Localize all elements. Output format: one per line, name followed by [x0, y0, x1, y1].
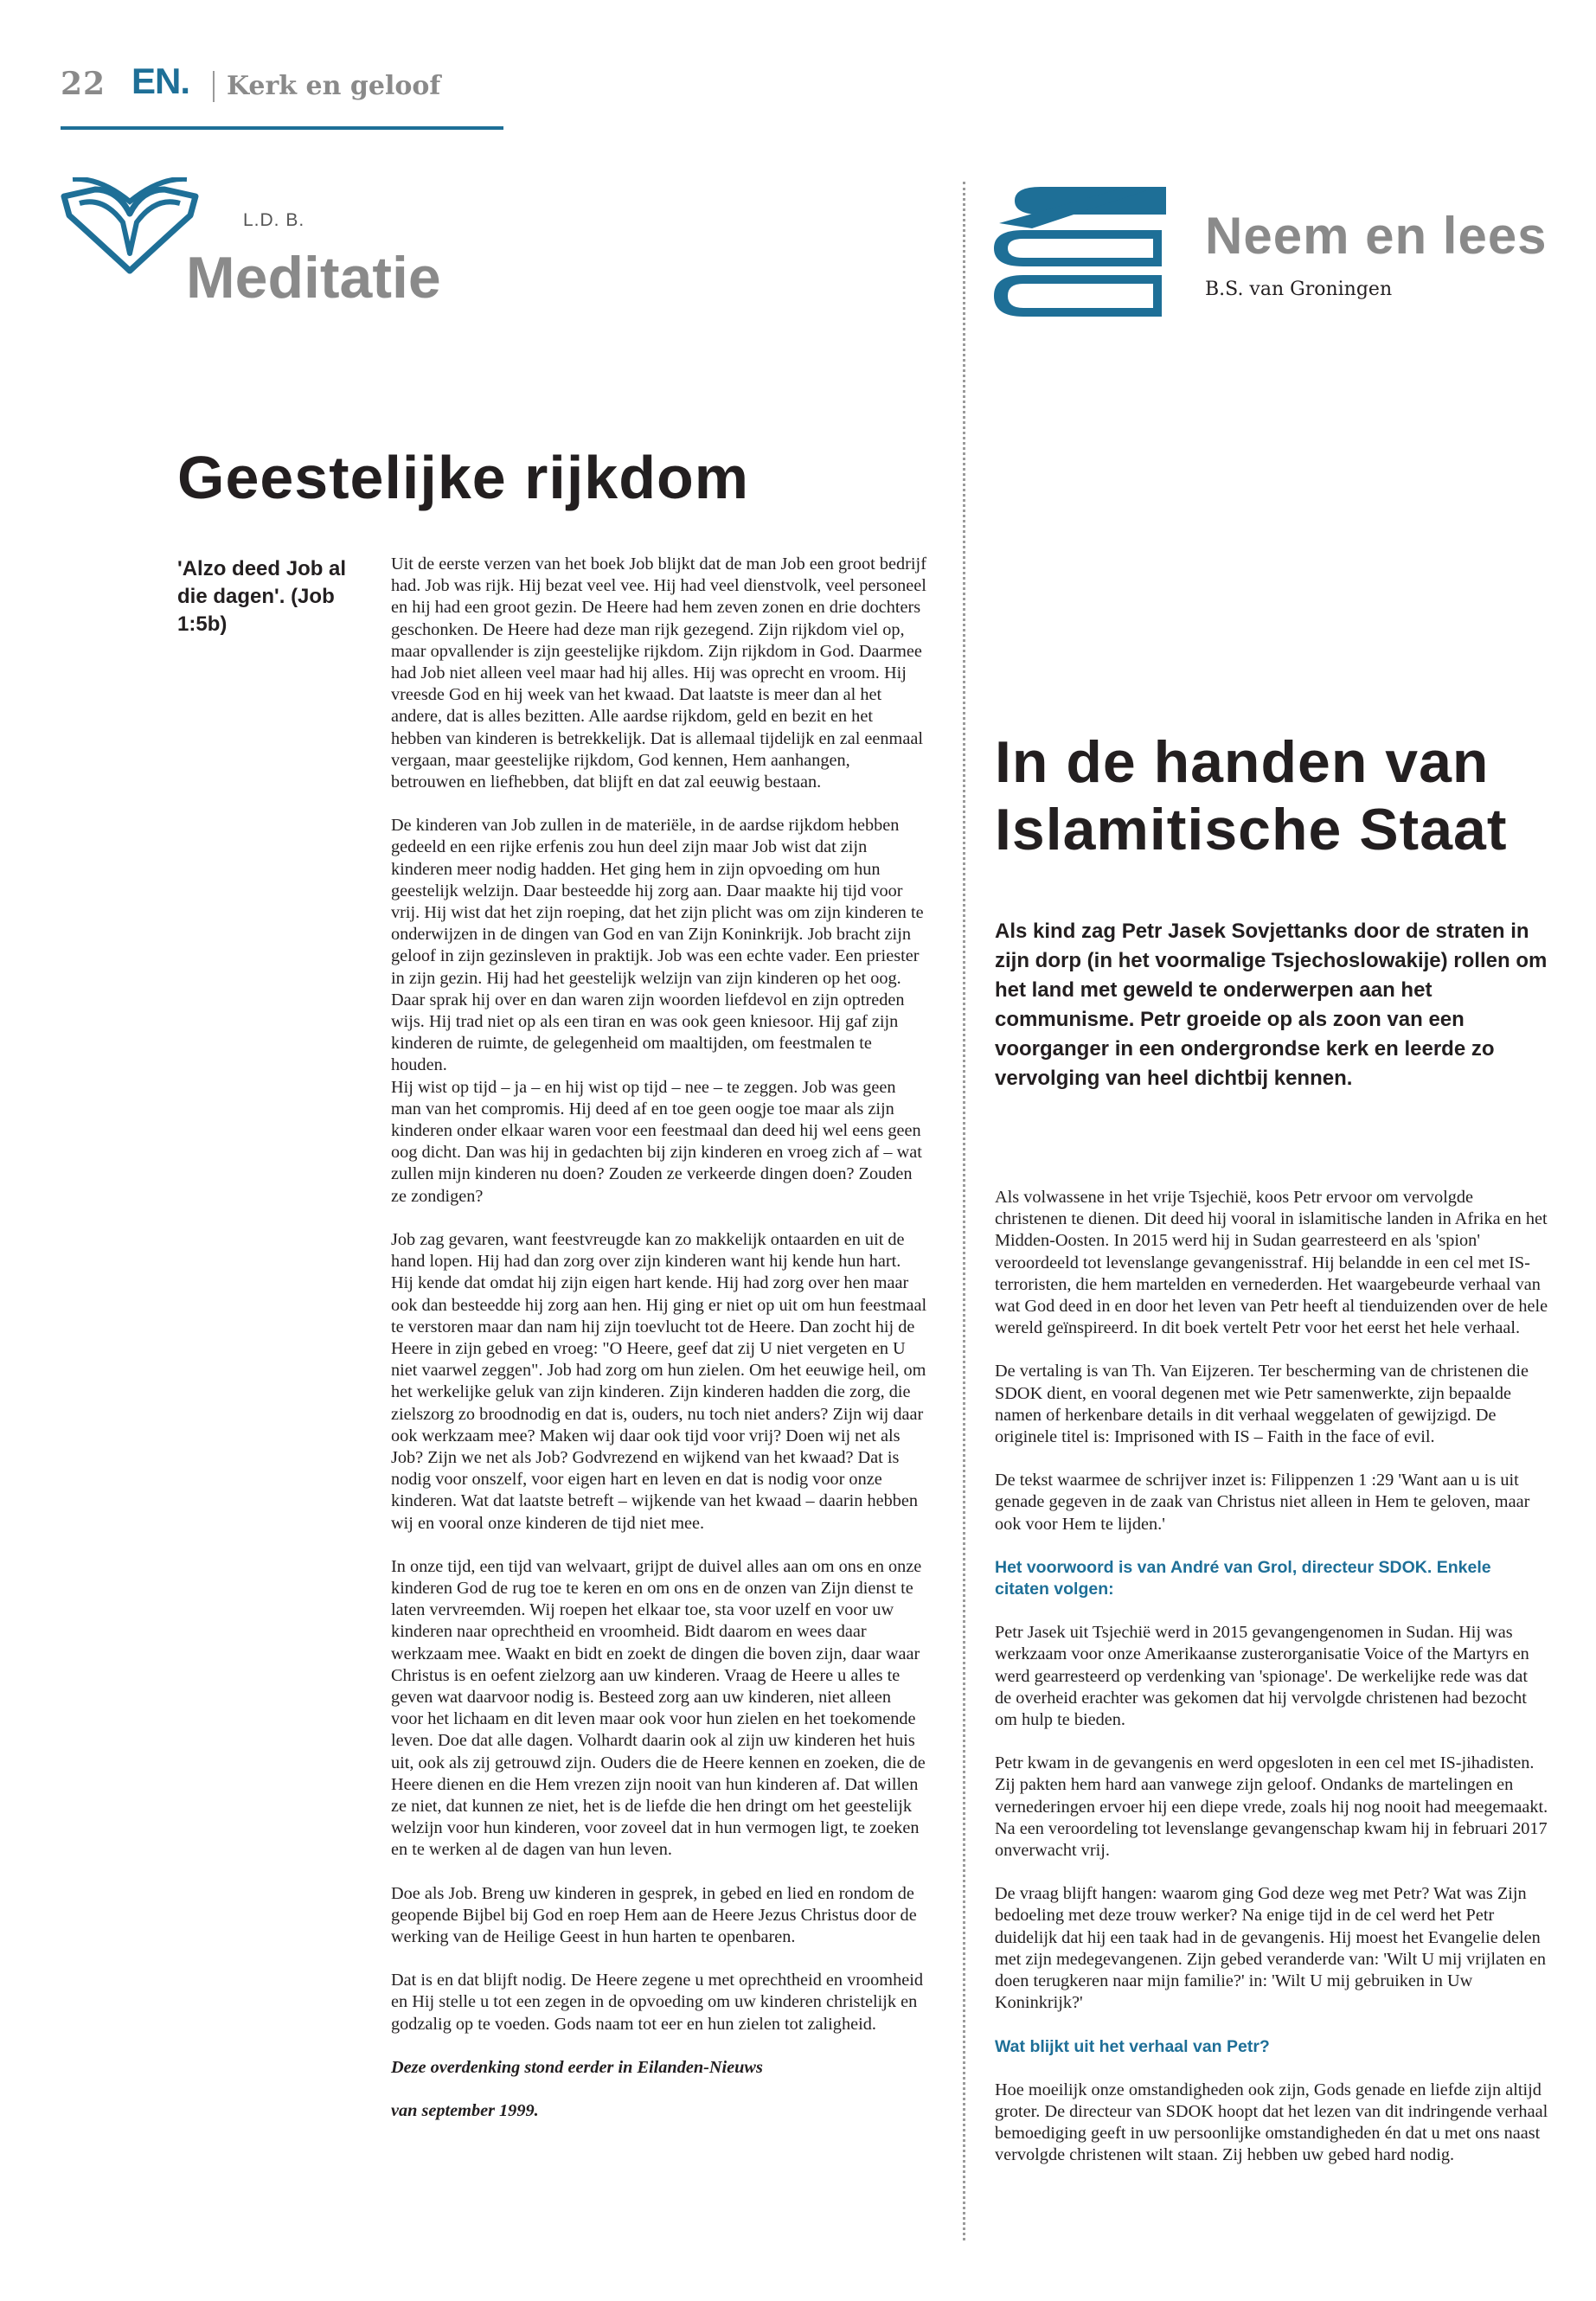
column-divider — [963, 182, 965, 2240]
paragraph: Job zag gevaren, want feestvreugde kan zo makkelijk ontaarden en uit de hand lopen. Hij had dan zorg over zijn kinderen want hij kende hun hart. Hij kende dat omdat hij zijn eigen hart kende. Hij had zorg over hen maar ook dan besteedde hij zorg aan hen. Hij ging er niet op uit om hun feestmaal te verstoren maar dan nam hij zijn toevlucht tot de Heere. Dan zocht hij de Heere in zijn gebed en vroeg: "O Heere, geef dat zij U niet vergeten en U niet vaarwel zeggen". Job had zorg om hun zielen. Om het eeuwige heil, om het werkelijke geluk van zijn kinderen. Zijn kinderen hadden die zorg, die zielszorg zo broodnodig en dat is, ouders, nu toch niet anders? Zijn wij daar ook werkzaam mee? Maken wij daar ook tijd voor vrij? Doen wij net als Job? Zijn we net als Job? Godvrezend en wijkend van het kwaad? Dat is nodig voor onszelf, voor eigen hart en leven en dat is nodig voor onze kinderen. Wat dat laatste betreft – wijkende van het kwaad – daarin hebben wij en vooral onze kinderen de tijd niet mee. — [391, 1229, 927, 1533]
meditatie-label: Meditatie — [186, 245, 441, 311]
paragraph: Hij wist op tijd – ja – en hij wist op tijd – nee – te zeggen. Job was geen man van het compromis. Hij deed af en toe geen oogje toe maar als zijn kinderen onder elkaar waren voor een feestmaal dan deed hij wel eens geen oog dicht. Dan was hij in gedachten bij zijn kinderen en vroeg zich af – wat zullen mijn kinderen nu doen? Zouden ze verkeerde dingen doen? Zouden ze zondigen? — [391, 1077, 922, 1206]
paragraph: De tekst waarmee de schrijver inzet is: Filippenzen 1 :29 'Want aan u is uit genade gegeven in de zaak van Christus niet alleen in Hem te geloven, maar ook voor Hem te lijden.' — [995, 1471, 1530, 1534]
review-body — [995, 1187, 1548, 2189]
source-note-date: van september 1999. — [391, 2101, 539, 2120]
paragraph: Dat is en dat blijft nodig. De Heere zegene u met oprechtheid en vroomheid en Hij stelle u tot een zegen in de opvoeding om uw kinderen christelijk en godzalig op te voeden. Gods naam tot eer en hun zielen tot zaligheid. — [391, 1971, 923, 2034]
paragraph: De vertaling is van Th. Van Eijzeren. Ter bescherming van de christenen die SDOK dient, en vooral degenen met wie Petr samenwerkte, zijn bepaalde namen of herkenbare details in dit verhaal weggelaten of gewijzigd. De originele titel is: Imprisoned with IS – Faith in the face of evil. — [995, 1362, 1529, 1447]
section-title: Kerk en geloof — [227, 71, 441, 101]
paragraph: Uit de eerste verzen van het boek Job blijkt dat de man Job een groot bedrijf had. Job was rijk. Hij bezat veel vee. Hij had veel dienstvolk, veel personeel en hij had een groot gezin. De Heere had hem zeven zonen en drie dochters geschonken. De Heere had deze man rijk gezegend. Zijn rijkdom viel op, maar opvallender is zijn geestelijke rijkdom. Zijn rijkdom in God. Daarmee had Job niet alleen veel maar had hij alles. Hij was oprecht en vroom. Hij vreesde God en hij week van het kwaad. Dat laatste is meer dan al het andere, dat is alles bezitten. Alle aardse rijkdom, geld en bezit en het hebben van kinderen is betrekkelijk. Dat is allemaal tijdelijk en zal eenmaal vergaan, maar geestelijke rijkdom, God kennen, Hem aanhangen, betrouwen en liefhebben, dat blijft en dat zal eeuwig bestaan. — [391, 554, 926, 792]
scripture-quote: 'Alzo deed Job al die dagen'. (Job 1:5b) — [177, 557, 347, 636]
paragraph: De vraag blijft hangen: waarom ging God deze weg met Petr? Wat was Zijn bedoeling met deze trouw werker? Na enige tijd in de cel werd het Petr duidelijk dat hij een taak had in de gevangenis. Hij moest het Evangelie delen met zijn medegevangenen. Zijn gebed veranderde van: 'Wilt U mij vrijlaten en doen terugkeren naar mijn familie?' in: 'Wilt U mij gebruiken in Uw Koninkrijk?' — [995, 1884, 1546, 2013]
page-number: 22 — [61, 66, 106, 102]
article-title: Geestelijke rijkdom — [177, 444, 749, 511]
subheading: Het voorwoord is van André van Grol, directeur SDOK. Enkele citaten volgen: — [995, 1557, 1491, 1599]
paragraph: Hoe moeilijk onze omstandigheden ook zijn, Gods genade en liefde zijn altijd groter. De directeur van SDOK hoopt dat het lezen van dit indringende verhaal bemoediging geeft in uw persoonlijke omstandigheden én dat u met ons naast vervolgde christenen wilt staan. Zij hebben uw gebed hard nodig. — [995, 2080, 1548, 2165]
book-stack-icon — [989, 180, 1175, 327]
paragraph: Petr Jasek uit Tsjechië werd in 2015 gevangengenomen in Sudan. Hij was werkzaam voor onze Amerikaanse zusterorganisatie Voice of the Martyrs en werd gearresteerd op verdenking van 'spionage'. De werkelijke rede was dat de overheid erachter was gekomen dat hij vervolgde christenen had bezocht om hulp te bieden. — [995, 1623, 1529, 1730]
open-book-heart-icon — [61, 177, 199, 277]
header-rule — [61, 126, 503, 130]
meditatie-author: L.D. B. — [243, 210, 305, 230]
review-intro: Als kind zag Petr Jasek Sovjettanks door de straten in zijn dorp (in het voormalige Tsjechoslowakije) rollen om het land met geweld te onderwerpen aan het communisme. Petr groeide op als zoon van een voorganger in een ondergrondse kerk en leerde zo vervolging van heel dichtbij kennen. — [995, 920, 1548, 1090]
paragraph: De kinderen van Job zullen in de materiële, in de aardse rijkdom hebben gedeeld en een rijke erfenis zou hun deel zijn maar Job wist dat zijn kinderen meer nodig hadden. Het ging hem in zijn opvoeding om hun geestelijk welzijn. Daar besteedde hij zorg aan. Daar maakte hij tijd voor vrij. Hij wist dat het zijn roeping, dat het zijn plicht was om zijn kinderen te onderwijzen in de dingen van God en van Zijn Koninkrijk. Job bracht zijn geloof in zijn gezinsleven in praktijk. Job was een echte vader. Een priester in zijn gezin. Hij had het geestelijk welzijn van zijn kinderen op het oog. Daar sprak hij over en dan waren zijn woorden liefdevol en zijn optreden wijs. Hij trad niet op als een tiran en was ook geen kniesoor. Hij gaf zijn kinderen de ruimte, de gelegenheid om maaltijden, om feestmalen te houden. — [391, 816, 924, 1075]
header-separator — [213, 71, 215, 102]
source-note: Deze overdenking stond eerder in Eilanden-Nieuws — [391, 2057, 763, 2077]
neem-en-lees-author: B.S. van Groningen — [1205, 279, 1393, 300]
neem-en-lees-label: Neem en lees — [1205, 207, 1548, 265]
meditatie-body — [391, 554, 927, 2144]
review-title: In de handen van Islamitische Staat — [995, 729, 1508, 862]
paragraph: Als volwassene in het vrije Tsjechië, koos Petr ervoor om vervolgde christenen te dienen. Dit deed hij vooral in islamitische landen in Afrika en het Midden-Oosten. In 2015 werd hij in Sudan gearresteerd en als 'spion' veroordeeld tot levenslange gevangenisstraf. Hij belandde in een cel met IS-terroristen, die hem martelden en vernederden. Het waargebeurde verhaal van wat God deed in en door het leven van Petr heeft al tienduizenden over de hele wereld geïnspireerd. In dit boek vertelt Petr voor het eerst het hele verhaal. — [995, 1188, 1548, 1338]
brand-logo: EN. — [131, 61, 190, 101]
paragraph: In onze tijd, een tijd van welvaart, grijpt de duivel alles aan om ons en onze kinderen God de rug toe te keren en om ons en de onzen van Zijn dienst te laten vervreemden. Wij roepen het elkaar toe, sta voor uzelf en voor uw kinderen naar oprechtheid en vroomheid. Bidt daarom en wees daar werkzaam mee. Waakt en bidt en zoekt de dingen die boven zijn, daar waar Christus is en oefent zielzorg aan uw kinderen. Vraag de Heere u alles te geven wat daarvoor nodig is. Besteed zorg aan uw kinderen, niet alleen voor het lichaam en dit leven maar ook voor hun zielen en het toekomende leven. Doe dat alle dagen. Volhardt daarin ook al zijn uw kinderen het huis uit, ook als zij getrouwd zijn. Ouders die de Heere kennen en zoeken, die de Heere dienen en die Hem vrezen zijn nooit van hun kinderen af. Dat willen ze niet, dat kunnen ze niet, het is de liefde die hen dringt om het geestelijk welzijn voor hun kinderen, voor zoveel dat in hun vermogen ligt, te zoeken en te werken al de dagen van hun leven. — [391, 1556, 926, 1860]
paragraph: Doe als Job. Breng uw kinderen in gesprek, in gebed en lied en rondom de geopende Bijbel bij God en roep Hem aan de Heere Jezus Christus door de werking van de Heilige Geest in hun harten te openbaren. — [391, 1883, 917, 1946]
paragraph: Petr kwam in de gevangenis en werd opgesloten in een cel met IS-jihadisten. Zij pakten hem hard aan vanwege zijn geloof. Ondanks de martelingen en vernederingen ervoer hij een diepe vrede, zoals hij nog nooit had meegemaakt. Na een veroordeling tot levenslange gevangenschap kwam hij in februari 2017 onverwacht vrij. — [995, 1753, 1548, 1861]
subheading: Wat blijkt uit het verhaal van Petr? — [995, 2036, 1270, 2056]
